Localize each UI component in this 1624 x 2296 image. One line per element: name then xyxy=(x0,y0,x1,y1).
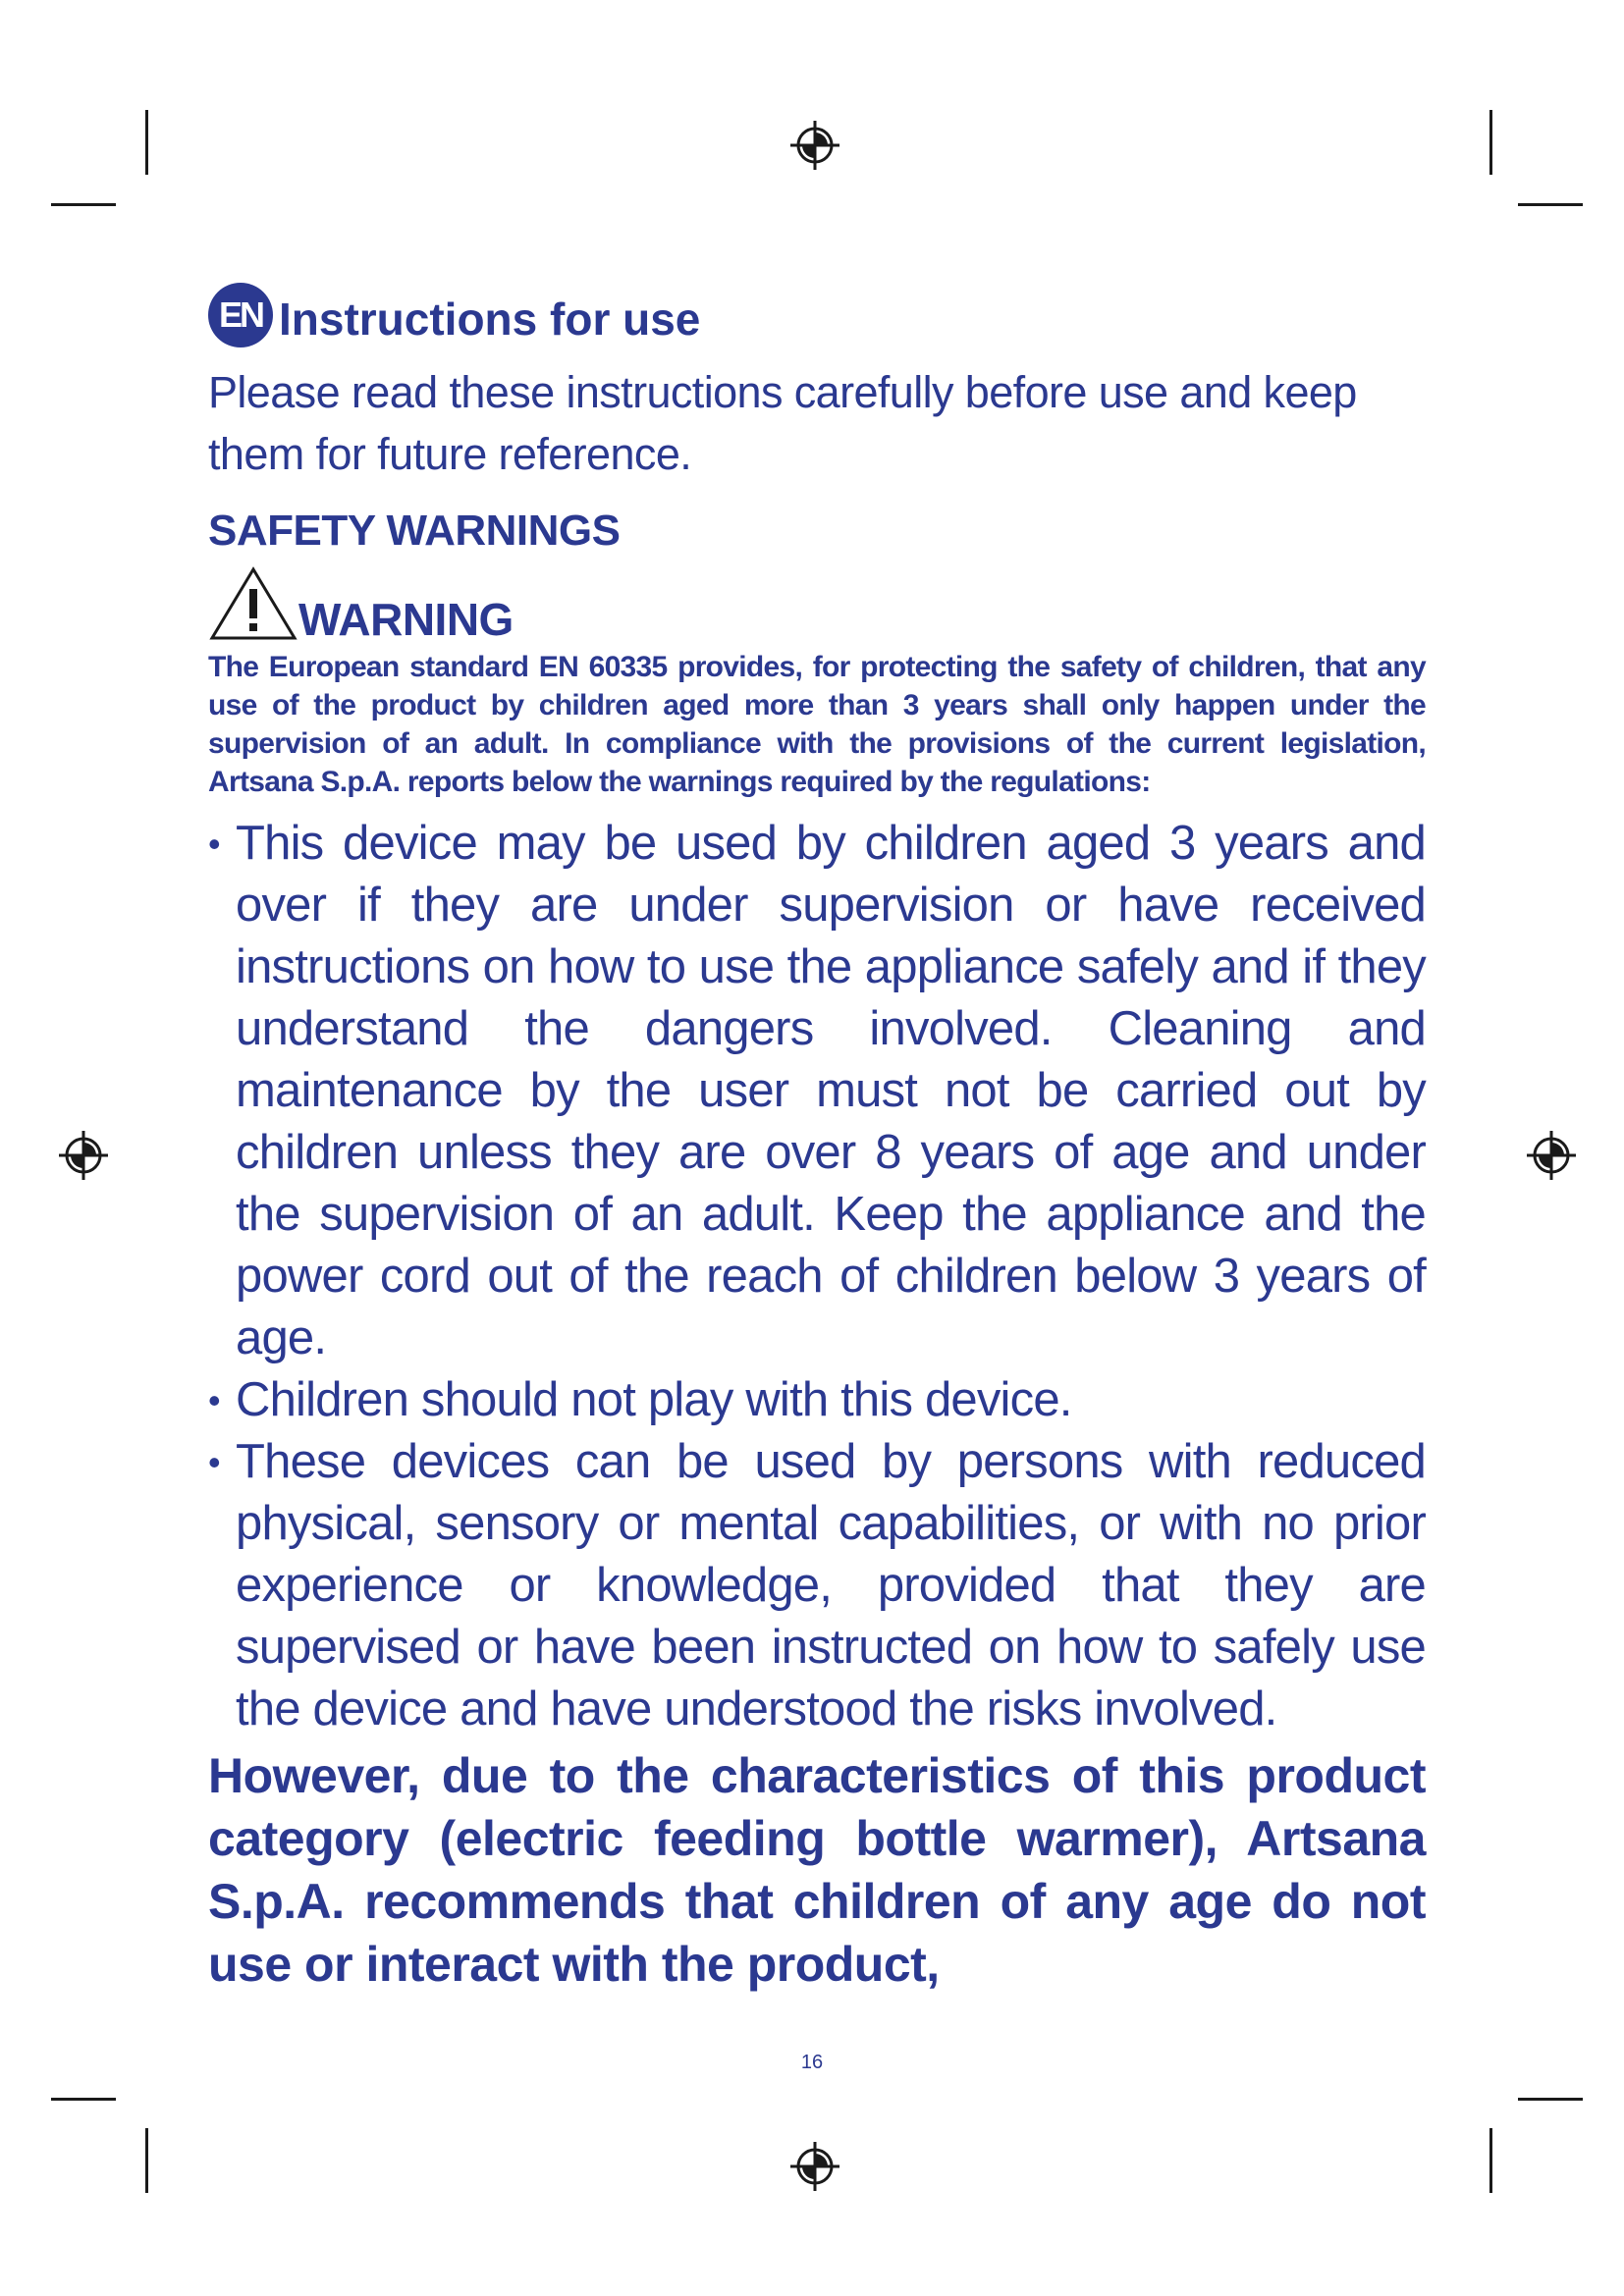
registration-mark-top-icon xyxy=(788,119,841,172)
warning-list xyxy=(208,813,1426,1740)
list-item-text: Children should not play with this device. xyxy=(236,1373,1072,1426)
crop-mark-top-left-vertical xyxy=(145,110,148,175)
crop-mark-bottom-right-horizontal xyxy=(1518,2098,1583,2101)
page-content xyxy=(208,283,1426,1996)
crop-mark-top-left-horizontal xyxy=(51,203,116,206)
bullet-icon: • xyxy=(208,824,220,864)
section-heading: SAFETY WARNINGS xyxy=(208,507,621,555)
warning-triangle-icon xyxy=(208,565,298,642)
page-title: Instructions for use xyxy=(279,294,701,345)
registration-mark-left-icon xyxy=(57,1129,110,1182)
crop-mark-bottom-right-vertical xyxy=(1489,2128,1492,2193)
registration-mark-bottom-icon xyxy=(788,2140,841,2193)
warning-label: WARNING xyxy=(298,594,514,645)
crop-mark-bottom-left-vertical xyxy=(145,2128,148,2193)
bullet-icon: • xyxy=(208,1380,220,1420)
list-item xyxy=(208,1431,1426,1740)
intro-paragraph: Please read these instructions carefully before use and keep them for future reference. xyxy=(208,367,1357,479)
page-number: 16 xyxy=(800,2052,824,2073)
list-item xyxy=(208,1369,1426,1431)
list-item-text: These devices can be used by persons with reduced physical, sensory or mental capabilities, or with no prior experience or knowledge, provided that they are supervised or have been instructed on how to safely use the device and have understood the risks involved. xyxy=(236,1435,1426,1735)
recommendation-note: However, due to the characteristics of this product category (electric feeding bottle warmer), Artsana S.p.A. recommends that children of any age do not use or interact with the product, xyxy=(208,1748,1426,1992)
crop-mark-top-right-horizontal xyxy=(1518,203,1583,206)
crop-mark-top-right-vertical xyxy=(1489,110,1492,175)
list-item-text: This device may be used by children aged 3 years and over if they are under supervision or have received instructions on how to use the appliance safely and if they understand the dangers involved. Cleaning and maintenance by the user must not be carried out by children unless they are over 8 years of age and under the supervision of an adult. Keep the appliance and the power cord out of the reach of children below 3 years of age. xyxy=(236,817,1426,1364)
title-row xyxy=(208,283,1426,347)
list-item xyxy=(208,813,1426,1369)
language-badge: EN xyxy=(208,283,273,347)
standard-notice: The European standard EN 60335 provides, for protecting the safety of children, that any use of the product by children aged more than 3 years shall only happen under the supervision of an adult. In compliance with the provisions of the current legislation, Artsana S.p.A. reports below the warnings required by the regulations: xyxy=(208,651,1426,798)
crop-mark-bottom-left-horizontal xyxy=(51,2098,116,2101)
bullet-icon: • xyxy=(208,1442,220,1482)
registration-mark-right-icon xyxy=(1525,1129,1578,1182)
warning-row xyxy=(208,563,1426,645)
